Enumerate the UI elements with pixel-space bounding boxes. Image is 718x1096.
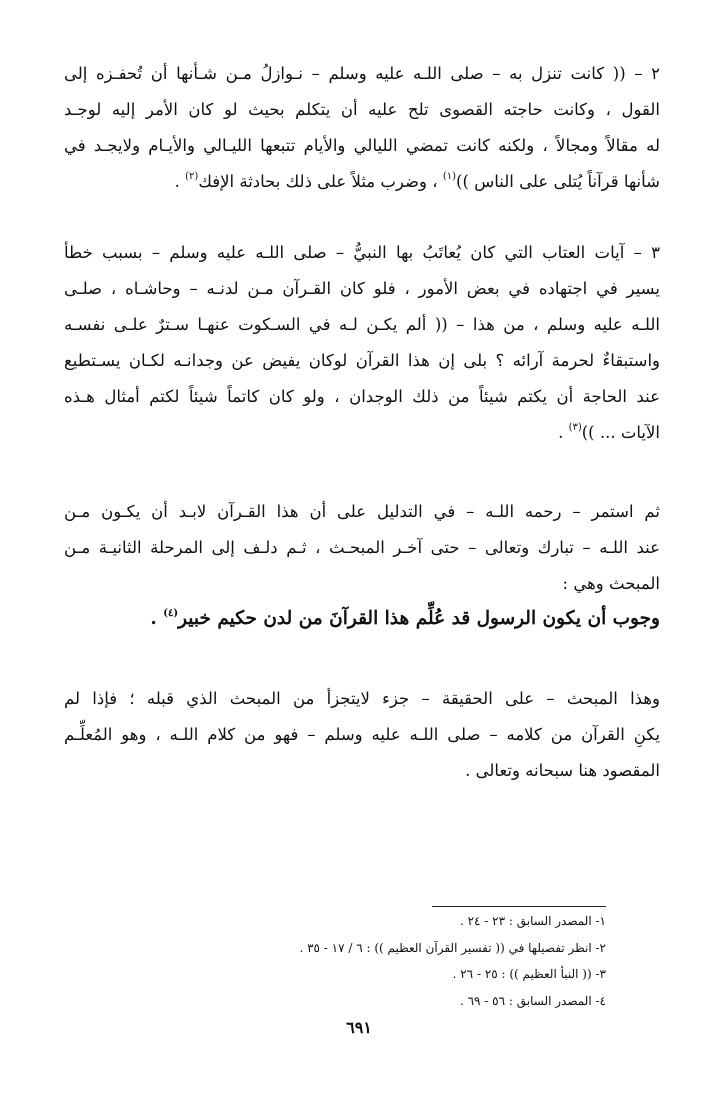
text-run: . [150, 608, 164, 629]
footnote-ref-4: (٤) [163, 608, 179, 619]
text-run: . [558, 423, 569, 442]
paragraph-line [64, 164, 660, 200]
paragraph-line: ٣ – آيات العتاب التي كان يُعاتَبُ بها النبيُّ – صلى اللـه عليه وسلم – بسبب خطأ [64, 243, 660, 262]
paragraph-line: له مقالاً ومجالاً ، ولكنه كانت تمضي الليالي والأيام تتبعها الليـالي والأيـام ولايجـد في [64, 136, 660, 155]
heading-text: وجوب أن يكون الرسول قد عُلِّم هذا القرآنَ من لدن حكيم خبير [178, 608, 660, 629]
text-run: . [174, 172, 186, 191]
paragraph-discussion [64, 681, 660, 789]
footnote-ref-1: (١) [442, 171, 457, 182]
paragraph-line: ٢ – (( كانت تنزل به – صلى اللـه عليه وسلم – نـوازلُ مـن شـأنها أن تُحفـزه إلى [64, 64, 660, 83]
footnote-ref-2: (٢) [185, 171, 199, 182]
paragraph-line: القول ، وكانت حاجته القصوى تلح عليه أن يتكلم بحيث لو كان الأمر إليه لوجـد [64, 100, 660, 119]
paragraph-line: اللـه عليه وسلم ، من هذا – (( ألم يكـن لـه في السـكوت عنهـا سـترٌ علـى نفسـه [64, 315, 660, 334]
paragraph-item-3 [64, 235, 660, 451]
text-run: ، وضرب مثلاً على ذلك بحادثة الإفك [198, 172, 443, 191]
text-run: شأنها قرآناً يُتلى على الناس )) [456, 172, 660, 191]
section-heading [64, 604, 660, 634]
paragraph-line: ثم استمر – رحمه اللـه – في التدليل على أن هذا القـرآن لابـد أن يكـون مـن [64, 502, 660, 521]
paragraph-line: وهذا المبحث – على الحقيقة – جزء لايتجزأ من المبحث الذي قبله ؛ فإذا لم [64, 689, 660, 708]
paragraph-line [64, 415, 660, 451]
paragraph-line: المبحث وهي : [562, 574, 660, 593]
footnote-1: ١- المصدر السابق : ٢٣ - ٢٤ . [459, 914, 606, 928]
paragraph-line: يسير في اجتهاده في بعض الأمور ، فلو كان القـرآن مـن لدنـه – وحاشـاه ، صلـى [64, 279, 660, 298]
footnote-4: ٤- المصدر السابق : ٥٦ - ٦٩ . [459, 993, 606, 1008]
paragraph-continuation [64, 494, 660, 602]
paragraph-line: عند اللـه – تبارك وتعالى – حتى آخـر المبحـث ، ثـم دلـف إلى المرحلة الثانيـة مـن [64, 538, 660, 557]
footnote-3: ٣- (( النبأ العظيم )) : ٢٥ - ٢٦ . [452, 967, 606, 981]
footnote-2: ٢- انظر تفصيلها في (( تفسير القرآن العظيم )) : ٦ / ١٧ - ٣٥ . [299, 940, 606, 955]
paragraph-line: واستبقاءٌ لحرمة آرائه ؟ بلى إن هذا القرآن لوكان يفيض عن وجدانـه لكـان يسـتطيع [64, 351, 660, 370]
paragraph-item-2 [64, 56, 660, 200]
footnote-separator [432, 906, 606, 907]
text-run: الآيات ... )) [581, 423, 660, 442]
footnote-ref-3: (٣) [568, 422, 582, 433]
page-number: ٦٩١ [346, 1018, 372, 1037]
paragraph-line: المقصود هنا سبحانه وتعالى . [465, 761, 660, 780]
footnotes [86, 908, 606, 1014]
paragraph-line: يكنِ القرآن من كلامه – صلى اللـه عليه وسلم – فهو من كلام اللـه ، وهو المُعلِّـم [64, 725, 660, 744]
paragraph-line: عند الحاجة أن يكتم شيئاً من ذلك الوجدان ، ولو كان كاتماً شيئاً لكتم أمثال هـذه [64, 387, 660, 406]
